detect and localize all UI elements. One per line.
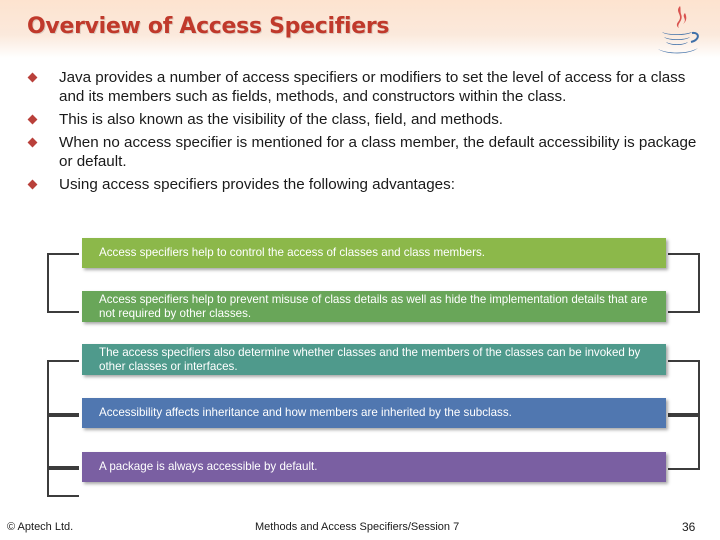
bullet-item [22,175,702,194]
advantage-bar [82,452,666,482]
bullet-text: Using access specifiers provides the following advantages: [59,176,455,193]
slide-title: Overview of Access Specifiers [27,14,390,39]
advantage-bar [82,398,666,428]
diamond-bullet-icon [28,115,38,125]
connector-bracket-right [668,413,700,470]
diamond-bullet-icon [28,138,38,148]
bullet-item [22,68,702,106]
diamond-bullet-icon [28,73,38,83]
connector-bracket-right [668,253,700,313]
bullet-item [22,110,702,129]
bullet-list [22,68,702,198]
bullet-text: Java provides a number of access specifiers or modifiers to set the level of access for a class and its members such as fields, methods, and constructors within the class. [59,69,686,105]
connector-bracket-left [47,360,79,417]
page-number: 36 [682,520,696,534]
connector-bracket-left [47,466,79,497]
footer-session: Methods and Access Specifiers/Session 7 [255,521,460,533]
connector-bracket-right [668,360,700,417]
advantage-text: The access specifiers also determine whether classes and the members of the classes can be invoked by other classes or interfaces. [99,345,641,373]
bullet-item [22,133,702,171]
slide-header [0,0,720,58]
advantage-bar [82,238,666,268]
diamond-bullet-icon [28,180,38,190]
advantage-text: Access specifiers help to control the access of classes and class members. [99,246,485,259]
footer-copyright: © Aptech Ltd. [7,521,74,533]
advantage-text: Access specifiers help to prevent misuse of class details as well as hide the implementation details that are not required by other classes. [99,292,648,320]
connector-bracket-left [47,413,79,470]
bullet-text: This is also known as the visibility of the class, field, and methods. [59,111,504,128]
java-coffee-cup-icon [648,2,706,60]
advantage-bar [82,344,666,375]
bullet-text: When no access specifier is mentioned for a class member, the default accessibility is package or default. [59,134,697,170]
connector-bracket-left [47,253,79,313]
advantage-text: A package is always accessible by default. [99,460,318,473]
advantage-bar [82,291,666,322]
advantage-text: Accessibility affects inheritance and how members are inherited by the subclass. [99,406,512,419]
